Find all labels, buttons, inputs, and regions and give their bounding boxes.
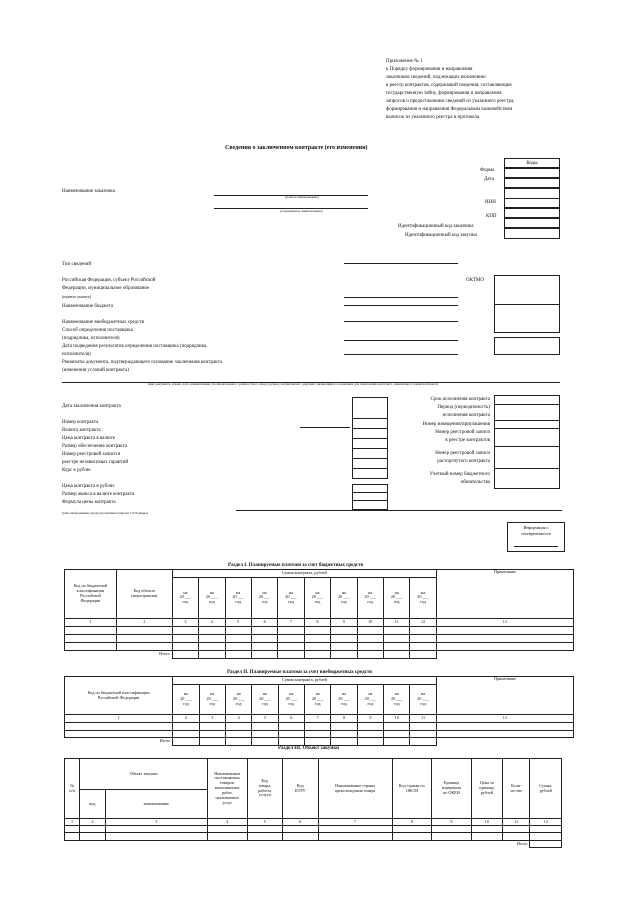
s3-col-country: Наименование страны происхождения товара: [318, 759, 392, 819]
field-price-formula: Формула цены контракта: [62, 500, 116, 505]
formula-line[interactable]: [236, 510, 562, 511]
section2-table: [64, 676, 574, 746]
s1-num: 2: [116, 618, 172, 626]
right-values-divider: [494, 404, 560, 405]
s1-num: 13: [436, 618, 573, 626]
s1-note-header: Примечание: [436, 570, 573, 619]
left-values-divider: [352, 500, 388, 501]
field-contract-date: Дата заключения контракта: [62, 404, 121, 409]
field-terminated-number: Номер реестровой записи: [435, 451, 490, 456]
s2-num: 12: [436, 715, 573, 723]
field-registry-number2: в реестре контрактов: [445, 438, 490, 443]
s1-year: на 20 ___ год: [172, 578, 198, 618]
left-values-divider: [352, 428, 388, 429]
field-period: Период (периодичность): [437, 405, 490, 410]
s1-num: 4: [199, 618, 225, 626]
summary-date-line: исполнителя): [62, 352, 91, 357]
appendix-line: Приложение № 1: [386, 59, 423, 64]
s2-num: 5: [252, 715, 278, 723]
s1-num: 10: [357, 618, 383, 626]
s1-sum-header: Сумма контракта, рублей: [172, 570, 436, 578]
s3-num: 10: [471, 819, 502, 826]
table-row[interactable]: [65, 634, 574, 642]
s2-year: на 20 ___ год: [252, 684, 278, 715]
s1-year: на 20 ___ год: [225, 578, 251, 618]
field-security-size: Размер обеспечения контракта: [62, 444, 128, 449]
s3-col-oksm: Код страны по ОКСМ: [392, 759, 432, 819]
s2-num: 1: [65, 715, 173, 723]
region-line: Федерации, муниципальное образование: [62, 286, 150, 291]
method-value-line[interactable]: [344, 340, 458, 341]
budget-label: Наименование бюджета: [62, 304, 114, 309]
section2-title: Раздел II. Планируемые платежи за счет внебюджетных средств: [227, 670, 372, 675]
s3-col-sum: Сумма, рублей: [530, 759, 562, 819]
region-line: Российская Федерация, субъект Российской: [62, 278, 156, 283]
s3-col-goods: Наименование поставляемых товаров, выполняемых работ, оказываемых услуг: [207, 759, 247, 819]
left-values-divider: [352, 468, 388, 469]
right-values-divider: [494, 420, 560, 421]
s3-total-label: Итого: [516, 840, 528, 846]
appendix-line: государственную тайну, формирования и направления: [386, 91, 502, 96]
label-kpp: КПП: [486, 214, 497, 219]
s1-num: 9: [331, 618, 357, 626]
offbudget-label: Наименование внебюджетных средств: [62, 320, 144, 325]
code-inn-cell[interactable]: [504, 198, 560, 208]
field-formula-hint: (типа информации, предусмотренная пунктом 7.9 Порядка): [62, 511, 148, 515]
appendix-line: выписок из указанного реестра и протокола: [386, 115, 480, 120]
s2-total-label: Итого: [159, 738, 171, 744]
s3-num: 2: [80, 819, 105, 826]
timeliness-box: [507, 522, 565, 552]
s2-year: на 20 ___ год: [225, 684, 251, 715]
summary-date-line: Дата подведения результатов определения поставщика (подрядчика,: [62, 344, 208, 349]
s1-year: на 20 ___ год: [199, 578, 225, 618]
method-line: Способ определения поставщика: [62, 328, 133, 333]
right-values-divider: [494, 468, 560, 469]
s2-num: 8: [331, 715, 357, 723]
field-registry-number: Номер реестровой записи: [435, 430, 490, 435]
field-terminated-number2: расторгнутого контракта: [437, 459, 490, 464]
label-purchase-id: Идентификационный код закупки: [405, 233, 478, 238]
s2-year: на 20 ___ год: [278, 684, 304, 715]
code-form-cell[interactable]: [504, 168, 560, 178]
region-value-line[interactable]: [344, 297, 458, 298]
field-obligation-number: Учетный номер бюджетного: [429, 472, 490, 477]
s1-col-obj: Код объекта (мероприятия): [116, 570, 172, 619]
s2-year: на 20 ___ год: [199, 684, 225, 715]
field-contract-number: Номер контракта: [62, 420, 99, 425]
s2-year: на 20 ___ год: [384, 684, 410, 715]
s3-num: 12: [530, 819, 562, 826]
s3-num: 5: [247, 819, 283, 826]
s3-col-no: № п/п: [65, 759, 80, 819]
field-price-currency: Цена контракта в валюте: [62, 436, 116, 441]
code-customer-id-cell[interactable]: [504, 218, 560, 228]
s3-col-name: наименование: [105, 790, 207, 819]
s3-num: 9: [432, 819, 472, 826]
s1-col-kbk: Код по бюджетной классификации Российской Федерации: [65, 570, 117, 619]
s1-year: на 20 ___ год: [357, 578, 383, 618]
appendix-line: запросов о предоставлении сведений из указанного реестра,: [386, 99, 515, 104]
field-period2: исполнения контракта: [442, 413, 490, 418]
s2-num: 11: [410, 715, 436, 723]
timeliness-label: Информация о: [523, 525, 549, 530]
table-row[interactable]: [65, 833, 562, 840]
field-contract-currency: Валюта контракта: [62, 428, 101, 433]
label-customer-id: Идентификационный код заказчика: [398, 224, 474, 229]
s3-num: 8: [392, 819, 432, 826]
document-title: Сведения о заключенном контракте (его изменении): [225, 145, 368, 151]
field-notice-number: Номер извещения/приглашения: [422, 422, 490, 427]
s3-col-price: Цена за единицу, рублей: [471, 759, 502, 819]
s1-num: 7: [278, 618, 304, 626]
s2-col-kbk: Код по бюджетной классификации Российской Федерации: [65, 677, 173, 715]
oktmo-divider: [494, 304, 560, 305]
s3-col-obj: Объект закупки: [80, 759, 208, 790]
s1-num: 11: [383, 618, 409, 626]
s2-year: на 20 ___ год: [305, 684, 331, 715]
field-obligation-number2: обязательства: [460, 480, 490, 485]
appendix-line: в реестр контрактов, содержащий сведения, составляющие: [386, 83, 512, 88]
customer-hint-short: (сокращенное наименование): [280, 209, 323, 213]
region-line: (нужное указать): [62, 294, 91, 299]
s3-num: 6: [283, 819, 319, 826]
method-code-cell[interactable]: [494, 337, 560, 355]
code-kpp-cell[interactable]: [504, 208, 560, 218]
customer-label: Наименование заказчика: [62, 189, 115, 194]
info-type-label: Тип сведений: [62, 262, 92, 267]
s3-num: 3: [105, 819, 207, 826]
s1-year: на 20 ___ год: [331, 578, 357, 618]
codes-header: Коды: [526, 161, 538, 166]
s1-year: на 20 ___ год: [278, 578, 304, 618]
s2-note-header: Примечание: [436, 677, 573, 715]
requisites-hint: (вид документа, номер, дата, наименование уполномоченного должностного лица (органа), подписавшего документ, являющийся основанием для заключения контракта, изменения условий контракта): [148, 382, 439, 386]
summary-date-value-line[interactable]: [344, 354, 458, 355]
s3-col-qty: Коли- чество: [503, 759, 530, 819]
s1-num: 6: [251, 618, 277, 626]
table-row[interactable]: [65, 642, 574, 650]
right-values-divider: [494, 428, 560, 429]
section3-title: Раздел III. Объект закупки: [278, 746, 340, 751]
left-values-divider: [352, 448, 388, 449]
offbudget-line[interactable]: [344, 321, 458, 322]
s2-num: 6: [278, 715, 304, 723]
label-inn: ИНН: [485, 200, 496, 205]
s2-year: на 20 ___ год: [357, 684, 383, 715]
s2-num: 4: [225, 715, 251, 723]
field-guarantee-registry: реестре независимых гарантий: [62, 460, 129, 465]
budget-line[interactable]: [344, 305, 458, 306]
s3-num: 7: [318, 819, 392, 826]
s3-col-goodscode: Код товара, работы, услуги: [247, 759, 283, 819]
s1-num: 12: [410, 618, 436, 626]
s2-sum-header: Сумма контракта, рублей: [173, 677, 436, 685]
s2-year: на 20 ___ год: [410, 684, 436, 715]
requisites-line: Реквизиты документа, подтверждающего основание заключения контракта: [62, 360, 223, 365]
code-date-cell[interactable]: [504, 178, 560, 188]
section1-title: Раздел I. Планируемые платежи за счет бюджетных средств: [228, 563, 364, 568]
customer-hint-full: (полное наименование): [285, 195, 319, 199]
table-row[interactable]: [65, 730, 574, 738]
appendix-line: формирования и направления Федеральным казначейством: [386, 107, 513, 112]
s1-num: 5: [225, 618, 251, 626]
label-form: Форма: [480, 168, 495, 173]
right-values-box[interactable]: [494, 395, 560, 489]
contract-number-line[interactable]: [300, 427, 350, 428]
label-date: Дата: [484, 177, 494, 182]
s2-num: 7: [305, 715, 331, 723]
requisites-line: (изменения условий контракта): [62, 368, 129, 373]
s3-col-ktru: Код КТРУ: [283, 759, 319, 819]
s2-year: на 20 ___ год: [173, 684, 199, 715]
s1-year: на 20 ___ год: [410, 578, 436, 618]
s1-year: на 20 ___ год: [304, 578, 330, 618]
s3-num: 11: [503, 819, 530, 826]
s3-col-unit: Единица измерения по ОКЕИ: [432, 759, 472, 819]
left-values-box2[interactable]: [352, 484, 388, 510]
field-advance: Размер аванса в валюте контракта: [62, 492, 135, 497]
s2-year: на 20 ___ год: [331, 684, 357, 715]
right-values-divider: [494, 446, 560, 447]
info-type-line[interactable]: [344, 263, 458, 264]
field-exchange-rate: Курс к рублю: [62, 468, 91, 473]
table-row[interactable]: [65, 626, 574, 634]
timeliness-label: своевременности: [521, 531, 551, 536]
appendix-line: заказчиком сведений, подлежащих включению: [386, 75, 486, 80]
field-price-rub: Цена контракта в рублях: [62, 484, 115, 489]
s1-num: 3: [172, 618, 198, 626]
field-term: Срок исполнения контракта: [430, 397, 490, 402]
s2-num: 2: [173, 715, 199, 723]
s3-num: 1: [65, 819, 80, 826]
s3-col-code: код: [80, 790, 105, 819]
timeliness-line[interactable]: [514, 546, 558, 547]
table-row[interactable]: [65, 722, 574, 730]
s1-year: на 20 ___ год: [251, 578, 277, 618]
left-values-divider: [352, 492, 388, 493]
method-line: (подрядчика, исполнителя): [62, 336, 120, 341]
code-purchase-id-cell[interactable]: [504, 228, 560, 239]
s3-num: 4: [207, 819, 247, 826]
s1-num: 8: [304, 618, 330, 626]
section1-table: [64, 569, 574, 659]
s1-num: 1: [65, 618, 117, 626]
s2-num: 9: [357, 715, 383, 723]
codes-header-cell: [504, 158, 560, 168]
section3-table: [64, 758, 562, 848]
s2-num: 10: [384, 715, 410, 723]
s1-total-label: Итого: [159, 651, 170, 657]
field-guarantee-number: Номер реестровой записи в: [62, 452, 121, 457]
appendix-line: к Порядку формирования и направления: [386, 67, 473, 72]
s1-year: на 20 ___ год: [383, 578, 409, 618]
s2-num: 3: [199, 715, 225, 723]
label-oktmo: ОКТМО: [466, 278, 484, 283]
table-row[interactable]: [65, 826, 562, 833]
